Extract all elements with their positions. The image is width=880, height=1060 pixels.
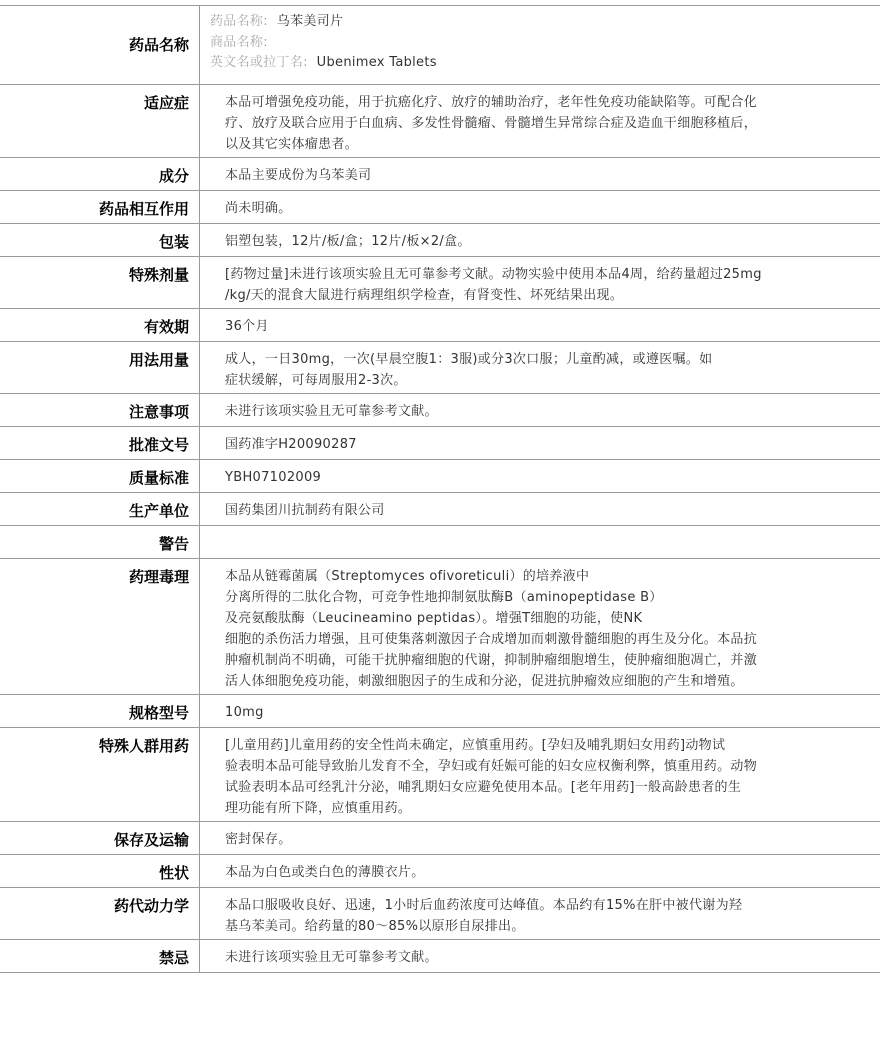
row-manufacturer [0, 493, 880, 526]
row-label: 用法用量 [0, 342, 200, 393]
row-value: YBH07102009 [225, 470, 322, 485]
row-label: 质量标准 [0, 460, 200, 492]
row-value: 铝塑包装，12片/板/盒；12片/板×2/盒。 [225, 234, 471, 249]
row-label: 注意事项 [0, 394, 200, 426]
row-value: 未进行该项实验且无可靠参考文献。 [225, 404, 438, 419]
row-value: 成人，一日30mg，一次(早晨空腹1：3服)或分3次口服；儿童酌减，或遵医嘱。如 症状缓解，可每周服用2-3次。 [225, 352, 713, 388]
row-value: 本品可增强免疫功能，用于抗癌化疗、放疗的辅助治疗，老年性免疫功能缺陷等。可配合化 疗、放疗及联合应用于白血病、多发性骨髓瘤、骨髓增生异常综合症及造血干细胞移植后， 以及其它实体瘤患者。 [225, 95, 758, 152]
row-special-populations [0, 728, 880, 822]
row-quality-standard [0, 460, 880, 493]
row-value: 本品口服吸收良好、迅速，1小时后血药浓度可达峰值。本品约有15%在肝中被代谢为羟 基乌苯美司。给药量的80～85%以原形自尿排出。 [225, 898, 743, 934]
row-shelf-life [0, 309, 880, 342]
row-label: 保存及运输 [0, 822, 200, 854]
row-special-dosage [0, 257, 880, 309]
row-value: 本品从链霉菌属（Streptomyces ofivoreticuli）的培养液中 分离所得的二肽化合物，可竞争性地抑制氨肽酶B（aminopeptidase B） 及亮氨酸肽酶（Leucineamino peptidas）。增强T细胞的功能，使NK 细胞的杀伤活力增强，且可使集落刺激因子合成增加而刺激骨髓细胞的再生及分化。本品抗 肿瘤机制尚不明确，可能干扰肿瘤细胞的代谢，抑制肿瘤细胞增生，使肿瘤细胞凋亡，并激 活人体细胞免疫功能，刺激细胞因子的生成和分泌，促进抗肿瘤效应细胞的产生和增殖。 [225, 569, 758, 689]
english-name-line: 英文名或拉丁名: Ubenimex Tablets [210, 55, 437, 70]
generic-name-line: 药品名称: 乌苯美司片 [210, 14, 344, 29]
row-label: 警告 [0, 526, 200, 558]
row-label: 性状 [0, 855, 200, 887]
row-label: 适应症 [0, 85, 200, 157]
row-label: 有效期 [0, 309, 200, 341]
row-label: 生产单位 [0, 493, 200, 525]
row-precautions [0, 394, 880, 427]
row-ingredients [0, 158, 880, 191]
row-label: 禁忌 [0, 940, 200, 972]
row-label: 批准文号 [0, 427, 200, 459]
row-label: 特殊剂量 [0, 257, 200, 308]
row-value: 本品为白色或类白色的薄膜衣片。 [225, 865, 425, 880]
row-drug-name [0, 6, 880, 85]
drug-info-table [0, 5, 880, 973]
row-label: 药品名称 [0, 6, 200, 84]
row-warning [0, 526, 880, 559]
row-value: [儿童用药]儿童用药的安全性尚未确定，应慎重用药。[孕妇及哺乳期妇女用药]动物试 验表明本品可能导致胎儿发育不全，孕妇或有妊娠可能的妇女应权衡利弊，慎重用药。动物 试验表明本品可经乳汁分泌，哺乳期妇女应避免使用本品。[老年用药]一般高龄患者的生 理功能有所下降，应慎重用药。 [225, 738, 758, 816]
row-indications [0, 85, 880, 158]
row-value: 36个月 [225, 319, 269, 334]
row-label: 药代动力学 [0, 888, 200, 939]
row-label: 药理毒理 [0, 559, 200, 694]
row-label: 规格型号 [0, 695, 200, 727]
row-value: 未进行该项实验且无可靠参考文献。 [225, 950, 438, 965]
row-label: 特殊人群用药 [0, 728, 200, 821]
row-pharmacology [0, 559, 880, 695]
row-value: 国药准字H20090287 [225, 437, 357, 452]
row-value: 密封保存。 [225, 832, 292, 847]
row-pharmacokinetics [0, 888, 880, 940]
row-value [200, 526, 880, 558]
drug-names [200, 6, 880, 84]
row-label: 药品相互作用 [0, 191, 200, 223]
row-value: 本品主要成份为乌苯美司 [225, 168, 372, 183]
row-label: 包装 [0, 224, 200, 256]
row-contraindications [0, 940, 880, 973]
row-description [0, 855, 880, 888]
row-value: 国药集团川抗制药有限公司 [225, 503, 385, 518]
row-label: 成分 [0, 158, 200, 190]
row-value: 10mg [225, 705, 264, 720]
row-specification [0, 695, 880, 728]
row-value: 尚未明确。 [225, 201, 292, 216]
row-packaging [0, 224, 880, 257]
row-storage [0, 822, 880, 855]
row-interactions [0, 191, 880, 224]
row-value: [药物过量]未进行该项实验且无可靠参考文献。动物实验中使用本品4周，给药量超过25mg /kg/天的混食大鼠进行病理组织学检查，有肾变性、坏死结果出现。 [225, 267, 762, 303]
row-approval-number [0, 427, 880, 460]
trade-name-line: 商品名称: [210, 34, 268, 50]
row-dosage [0, 342, 880, 394]
